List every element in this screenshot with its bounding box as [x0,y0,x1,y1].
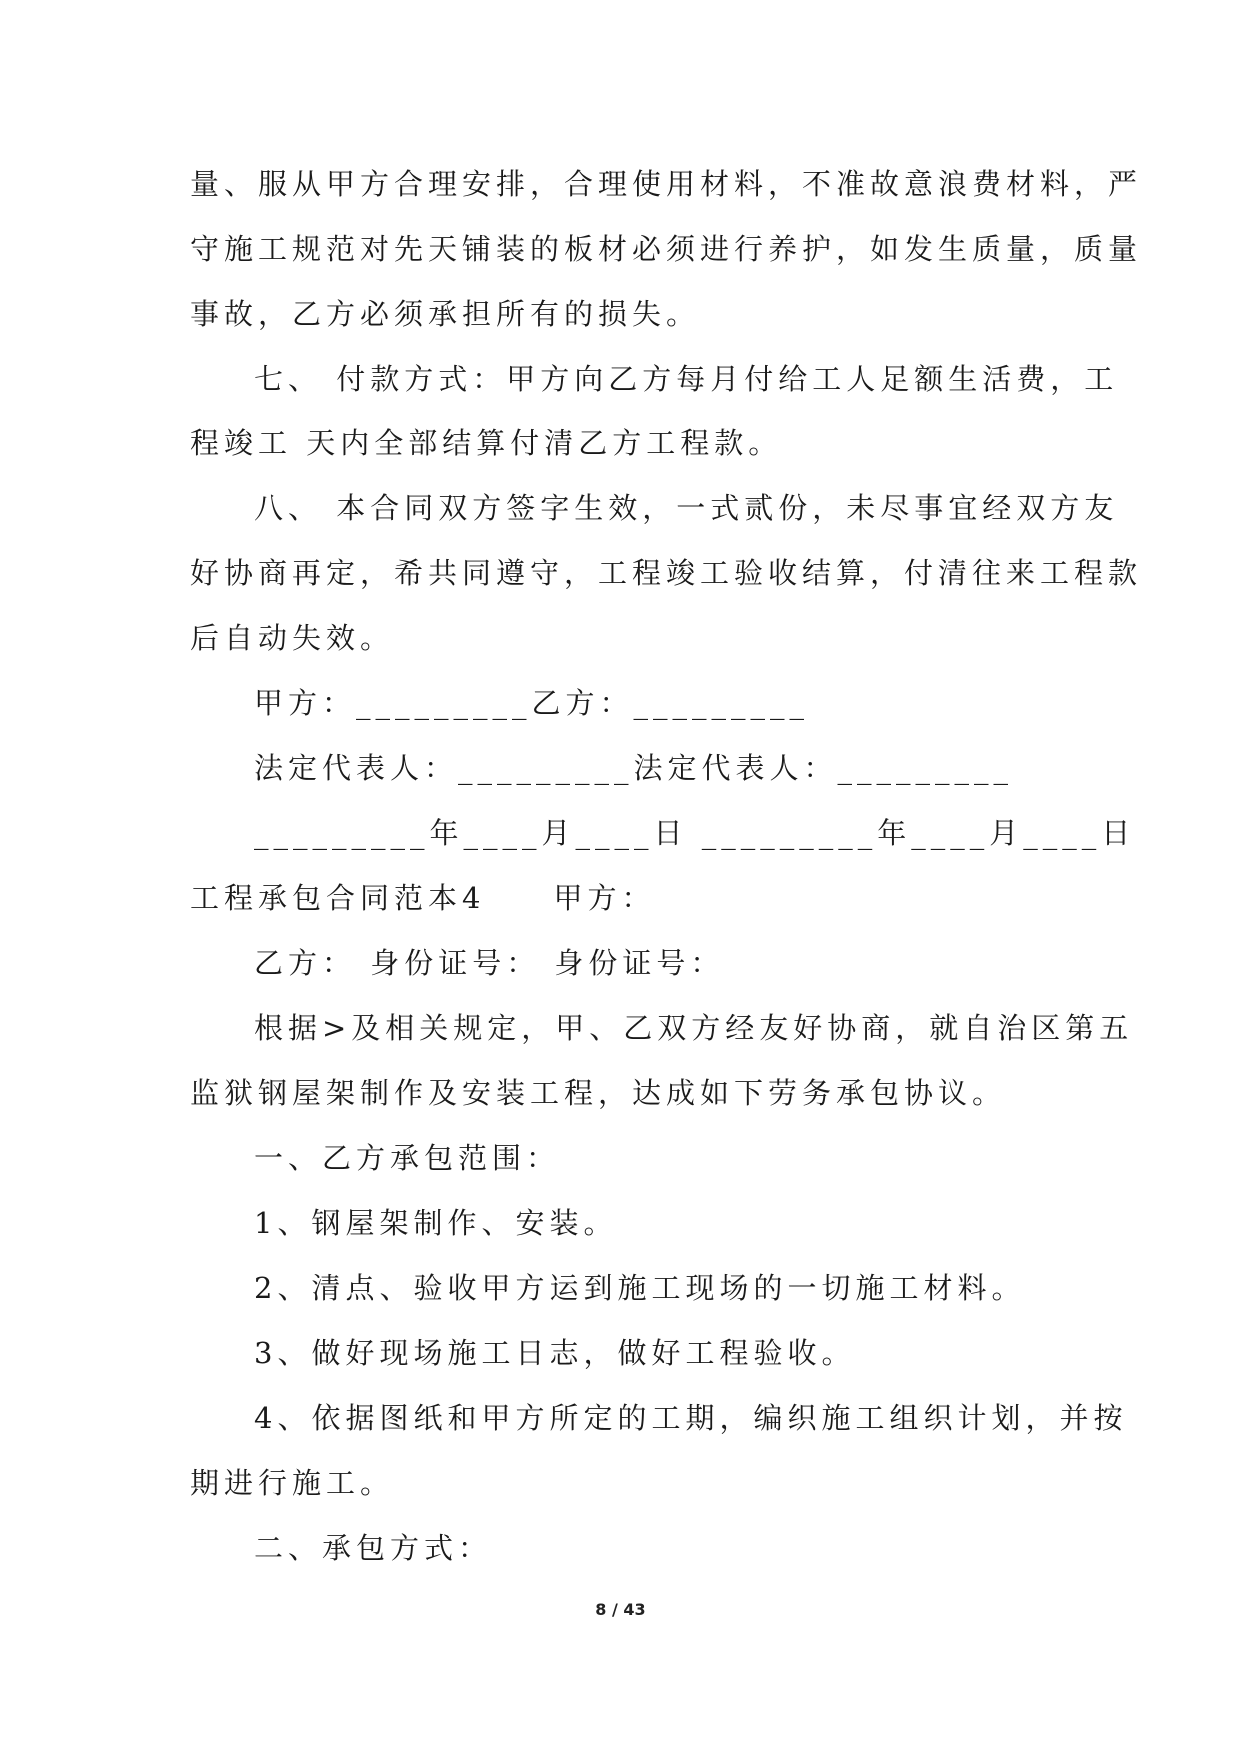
text-line: 量、服从甲方合理安排，合理使用材料，不准故意浪费材料，严 [190,167,1143,201]
list-item: 1、钢屋架制作、安装。 [254,1206,618,1240]
text-line: 八、 本合同双方签字生效，一式贰份，未尽事宜经双方友 [254,491,1119,525]
list-item: 4、依据图纸和甲方所定的工期，编织施工组织计划，并按 [254,1401,1128,1435]
clause-heading: 二、承包方式： [254,1531,493,1565]
text-line: 七、 付款方式：甲方向乙方每月付给工人足额生活费，工 [254,362,1119,396]
text-line: 乙方： 身份证号： 身份证号： [254,946,725,980]
list-item: 2、清点、验收甲方运到施工现场的一切施工材料。 [254,1271,1026,1305]
clause-heading: 一、乙方承包范围： [254,1141,561,1175]
text-line: 事故，乙方必须承担所有的损失。 [190,297,701,331]
list-item: 3、做好现场施工日志，做好工程验收。 [254,1336,856,1370]
text-line: 守施工规范对先天铺装的板材必须进行养护，如发生质量，质量 [190,232,1143,266]
text-line: 期进行施工。 [190,1466,395,1500]
signature-line-party-a: 甲方：_________乙方：_________ [254,686,810,720]
text-line: 好协商再定，希共同遵守，工程竣工验收结算，付清往来工程款 [190,556,1143,590]
text-line: 后自动失效。 [190,621,395,655]
section-heading: 工程承包合同范本4 甲方： [190,881,656,915]
page-number: 8 / 43 [595,1600,646,1619]
text-line: 监狱钢屋架制作及安装工程，达成如下劳务承包协议。 [190,1076,1007,1110]
signature-line-legal-rep: 法定代表人：_________法定代表人：_________ [254,751,1014,785]
signature-line-date: _________年____月____日 _________年____月____日 [254,816,1136,850]
text-line: 根据>及相关规定，甲、乙双方经友好协商，就自治区第五 [254,1011,1134,1045]
text-line: 程竣工 天内全部结算付清乙方工程款。 [190,426,783,460]
